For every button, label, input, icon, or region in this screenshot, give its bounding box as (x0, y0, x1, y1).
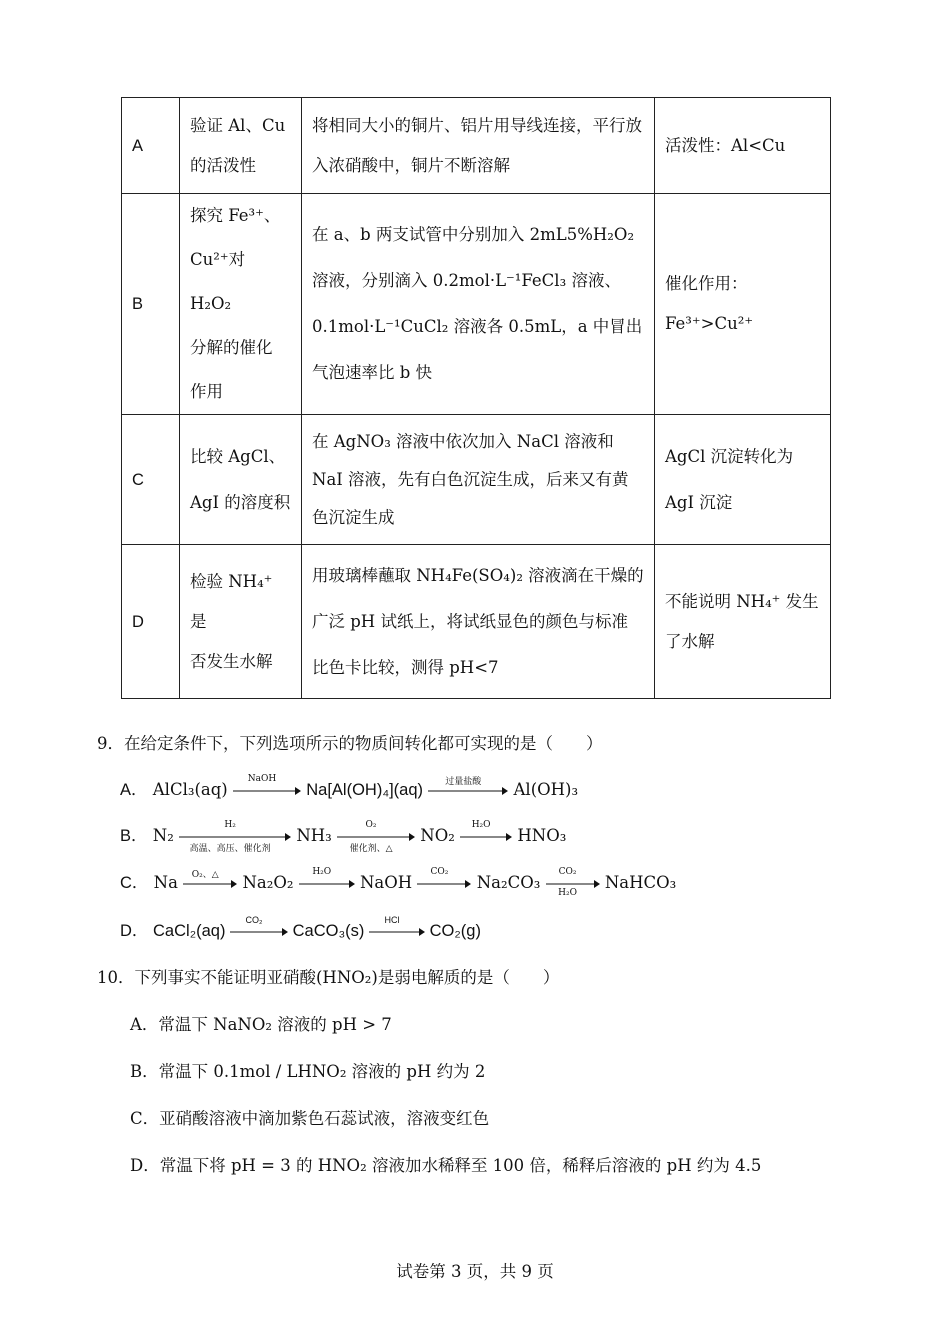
row-conclusion: 活泼性：Al<Cu (655, 98, 831, 194)
arrow-condition: CO₂ (558, 866, 577, 877)
reaction-arrow (428, 776, 508, 796)
row-operation: 在 AgNO₃ 溶液中依次加入 NaCl 溶液和 NaI 溶液，先有白色沉淀生成，后来又有黄色沉淀生成 (302, 415, 655, 545)
arrow-condition: O₂ (365, 819, 377, 830)
substance: Al(OH)₃ (513, 780, 579, 799)
table-row (122, 415, 831, 545)
purpose-line: 检验 NH₄⁺ 是 (190, 571, 273, 631)
substance: Na[Al(OH)₄](aq) (306, 781, 423, 799)
purpose-line: AgI 的溶度积 (190, 492, 291, 512)
substance: Na₂CO₃ (476, 873, 541, 892)
q10-option-a[interactable]: A．常温下 NaNO₂ 溶液的 pH > 7 (130, 1015, 392, 1034)
purpose-line: 否发生水解 (190, 651, 273, 671)
purpose-line: 分解的催化 (190, 338, 273, 357)
table-row (122, 98, 831, 194)
row-option: C (122, 415, 180, 545)
option-label: A． (120, 781, 148, 799)
arrow-condition: CO₂ (245, 914, 263, 925)
row-purpose (180, 415, 302, 545)
arrow-condition: H₂O (558, 887, 578, 898)
reaction-arrow (179, 819, 291, 854)
substance: CO₂(g) (429, 922, 481, 940)
reaction-arrow (546, 866, 600, 898)
page-footer: 试卷第 3 页，共 9 页 (396, 1262, 554, 1281)
arrow-condition: O₂、△ (191, 869, 219, 880)
q10-option-d[interactable]: D．常温下将 pH = 3 的 HNO₂ 溶液加水稀释至 100 倍，稀释后溶液的 pH 约为 4.5 (130, 1156, 762, 1175)
row-option: A (122, 98, 180, 194)
purpose-line: 的活泼性 (190, 155, 256, 175)
q9-option-d[interactable] (120, 914, 481, 941)
reaction-arrow (337, 819, 415, 854)
arrow-condition: NaOH (247, 773, 277, 784)
reaction-arrow (233, 773, 301, 796)
row-conclusion: 不能说明 NH₄⁺ 发生了水解 (655, 545, 831, 699)
reaction-arrow (417, 866, 471, 889)
purpose-line: 探究 Fe³⁺、 (190, 206, 281, 225)
substance: NaHCO₃ (604, 873, 677, 892)
arrow-condition: H₂O (312, 866, 332, 877)
row-purpose (180, 98, 302, 194)
row-option: D (122, 545, 180, 699)
row-operation: 用玻璃棒蘸取 NH₄Fe(SO₄)₂ 溶液滴在干燥的广泛 pH 试纸上，将试纸显色的颜色与标准比色卡比较，测得 pH<7 (302, 545, 655, 699)
substance: NO₂ (420, 826, 455, 845)
arrow-condition: 催化剂、△ (349, 843, 393, 854)
substance: CaCO₃(s) (292, 922, 365, 940)
row-operation: 在 a、b 两支试管中分别加入 2mL5%H₂O₂ 溶液，分别滴入 0.2mol·L⁻¹FeCl₃ 溶液、0.1mol·L⁻¹CuCl₂ 溶液各 0.5mL，a 中冒出气泡速率比 b 快 (302, 194, 655, 415)
arrow-condition: H₂ (224, 819, 236, 830)
purpose-line: Cu²⁺对 H₂O₂ (190, 250, 246, 313)
arrow-condition: CO₂ (430, 866, 449, 877)
reaction-arrow (299, 866, 355, 889)
substance: NaOH (359, 873, 413, 892)
purpose-line: 比较 AgCl、 (190, 446, 286, 466)
q9-stem: 9．在给定条件下，下列选项所示的物质间转化都可实现的是（ ） (97, 734, 603, 753)
reaction-arrow (230, 914, 288, 937)
substance: N₂ (152, 826, 174, 845)
row-conclusion: 催化作用：Fe³⁺>Cu²⁺ (655, 194, 831, 415)
substance: Na₂O₂ (242, 873, 294, 892)
experiment-table (121, 97, 831, 699)
substance: CaCl₂(aq) (153, 922, 226, 940)
reaction-arrow (183, 869, 237, 889)
purpose-line: 验证 Al、Cu (190, 115, 286, 135)
row-option: B (122, 194, 180, 415)
q9-option-a[interactable] (120, 773, 579, 800)
table-row (122, 545, 831, 699)
row-purpose (180, 545, 302, 699)
arrow-condition: HCl (384, 914, 400, 925)
row-conclusion: AgCl 沉淀转化为 AgI 沉淀 (655, 415, 831, 545)
substance: AlCl₃(aq) (152, 780, 228, 799)
purpose-line: 作用 (190, 382, 223, 401)
q9-option-b[interactable] (120, 819, 567, 854)
option-label: C． (120, 874, 149, 892)
arrow-condition: 高温、高压、催化剂 (189, 843, 271, 854)
reaction-arrow (369, 914, 425, 937)
table-row (122, 194, 831, 415)
arrow-condition: 过量盐酸 (445, 776, 482, 787)
arrow-condition: H₂O (471, 819, 491, 830)
substance: HNO₃ (517, 826, 567, 845)
reaction-arrow (460, 819, 512, 842)
row-operation: 将相同大小的铜片、铝片用导线连接，平行放入浓硝酸中，铜片不断溶解 (302, 98, 655, 194)
option-label: B． (120, 827, 148, 845)
substance: Na (153, 873, 178, 892)
row-purpose (180, 194, 302, 415)
q10-option-c[interactable]: C．亚硝酸溶液中滴加紫色石蕊试液，溶液变红色 (130, 1109, 490, 1128)
substance: NH₃ (296, 826, 332, 845)
q9-option-c[interactable] (120, 866, 677, 898)
q10-option-b[interactable]: B．常温下 0.1mol / LHNO₂ 溶液的 pH 约为 2 (130, 1062, 486, 1081)
option-label: D． (120, 922, 149, 940)
q10-stem: 10．下列事实不能证明亚硝酸(HNO₂)是弱电解质的是（ ） (97, 968, 560, 987)
